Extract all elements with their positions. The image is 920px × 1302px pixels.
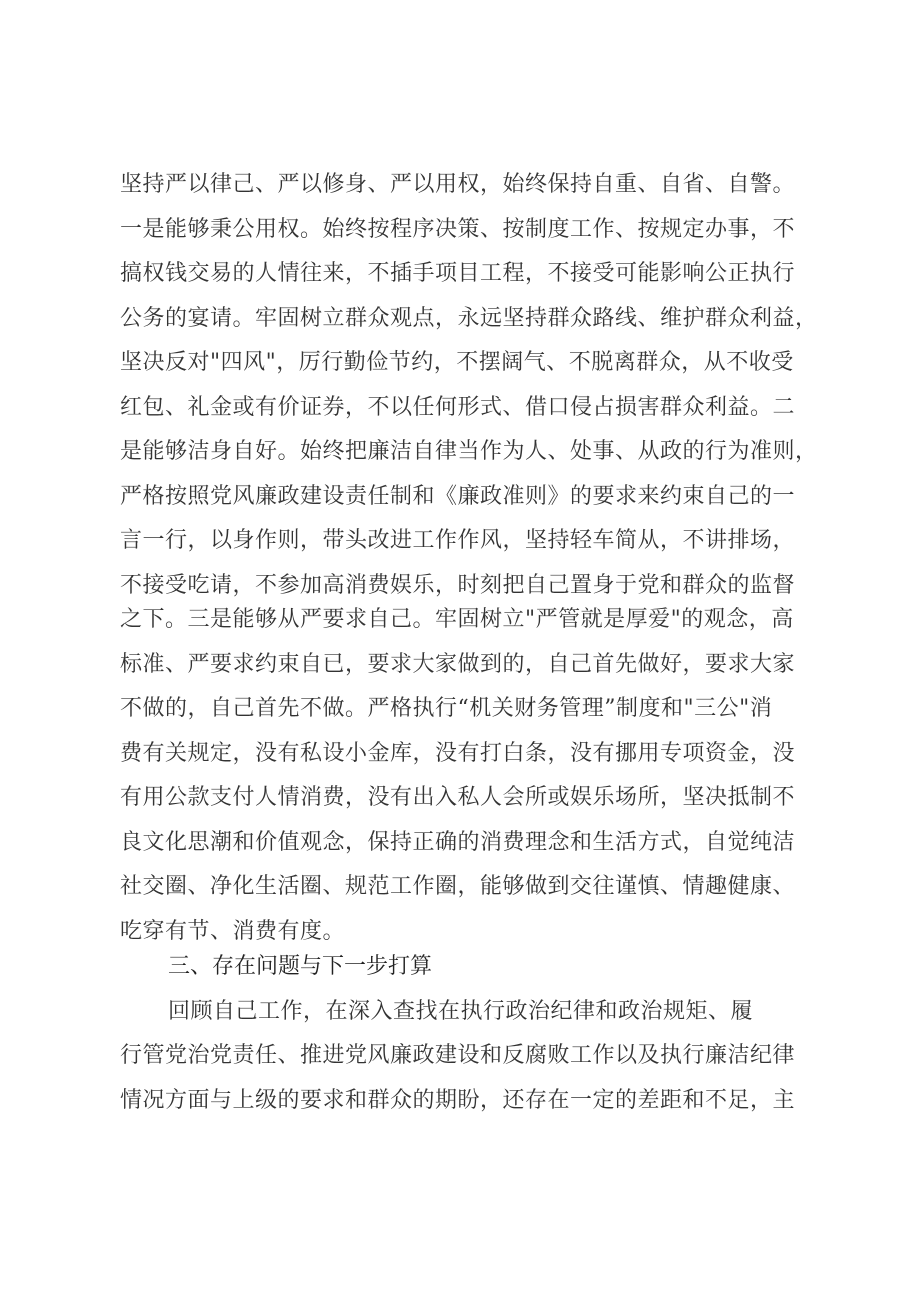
body-line-2: 一是能够秉公用权。始终按程序决策、按制度工作、按规定办事，不: [120, 217, 796, 242]
body-line-8: 严格按照党风廉政建设责任制和《廉政准则》的要求来约束自己的一: [120, 484, 796, 509]
body-line-1: 坚持严以律己、严以修身、严以用权，始终保持自重、自省、自警。: [120, 172, 796, 197]
body-line-13: 不做的，自己首先不做。严格执行“机关财务管理”制度和"三公"消: [120, 696, 773, 721]
section-line-3: 情况方面与上级的要求和群众的期盼，还存在一定的差距和不足，主: [120, 1088, 796, 1113]
body-line-7: 是能够洁身自好。始终把廉洁自律当作为人、处事、从政的行为准则，: [120, 439, 818, 464]
body-line-3: 搞权钱交易的人情往来，不插手项目工程，不接受可能影响公正执行: [120, 261, 796, 286]
body-line-6: 红包、礼金或有价证券，不以任何形式、借口侵占损害群众利益。二: [120, 395, 796, 420]
body-line-14: 费有关规定，没有私设小金库，没有打白条，没有挪用专项资金，没: [120, 741, 796, 766]
body-line-4: 公务的宴请。牢固树立群众观点，永远坚持群众路线、维护群众利益，: [120, 306, 818, 331]
section-line-2: 行管党治党责任、推进党风廉政建设和反腐败工作以及执行廉洁纪律: [120, 1043, 796, 1068]
body-line-11: 之下。三是能够从严要求自己。牢固树立"严管就是厚爱"的观念，高: [120, 607, 794, 632]
body-line-17: 社交圈、净化生活圈、规范工作圈，能够做到交往谨慎、情趣健康、: [120, 874, 796, 899]
body-line-12: 标准、严要求约束自已，要求大家做到的，自己首先做好，要求大家: [120, 652, 796, 677]
body-line-15: 有用公款支付人情消费，没有出入私人会所或娱乐场所，坚决抵制不: [120, 785, 796, 810]
body-line-18: 吃穿有节、消费有度。: [120, 919, 346, 944]
body-line-5: 坚决反对"四风"，厉行勤俭节约，不摆阔气、不脱离群众，从不收受: [120, 350, 794, 375]
body-line-10: 不接受吃请，不参加高消费娱乐，时刻把自己置身于党和群众的监督: [120, 573, 796, 598]
section-line-1: 回顾自己工作，在深入查找在执行政治纪律和政治规矩、履: [168, 999, 754, 1024]
body-line-9: 言一行，以身作则，带头改进工作作风，坚持轻车简从，不讲排场，: [120, 528, 796, 553]
body-line-16: 良文化思潮和价值观念，保持正确的消费理念和生活方式，自觉纯洁: [120, 830, 796, 855]
section-heading: 三、存在问题与下一步打算: [168, 954, 433, 979]
